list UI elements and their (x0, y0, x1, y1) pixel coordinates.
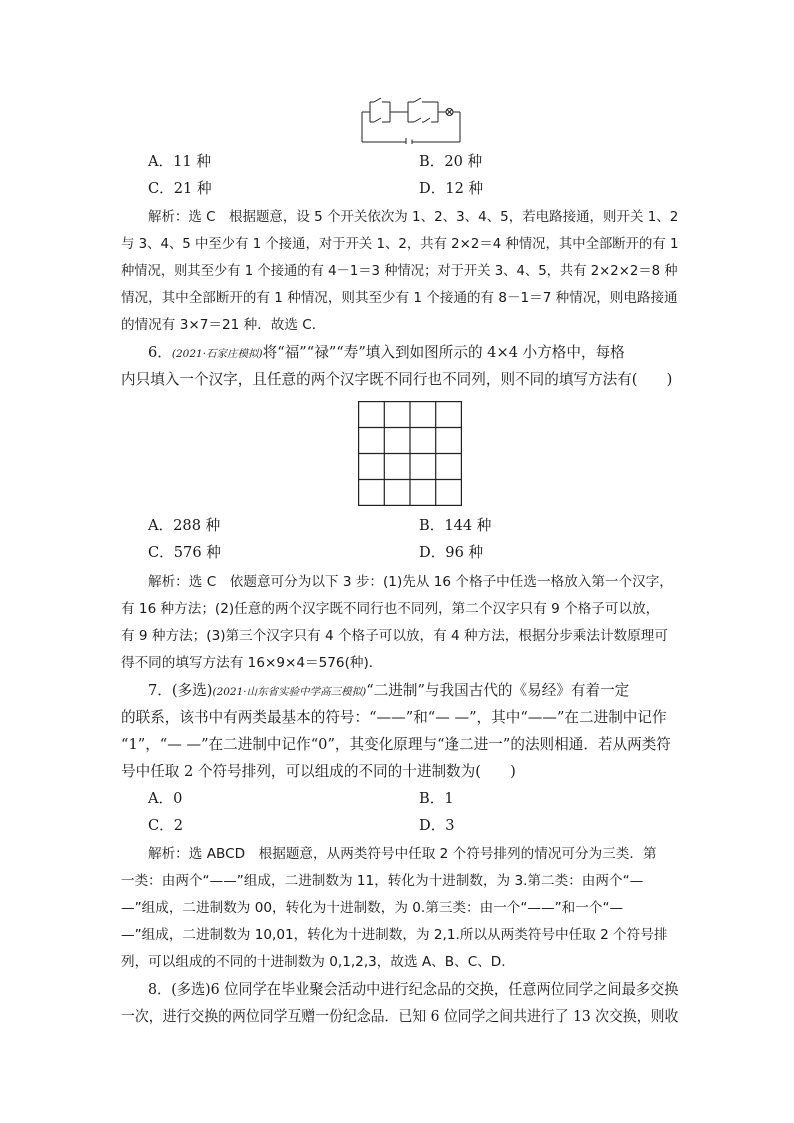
q6-solution-line: 有 9 种方法；(3)第三个汉字只有 4 个格子可以放，有 4 种方法，根据分步乘法计数原理可 (121, 628, 668, 644)
q5-solution-line: 解析：选 C 根据题意，设 5 个开关依次为 1、2、3、4、5，若电路接通，则开关 1、2 (148, 209, 679, 225)
q6-option-a: A．288 种 (148, 517, 221, 534)
q8-stem-line1: 8．(多选)6 位同学在毕业聚会活动中进行纪念品的交换，任意两位同学之间最多交换 (148, 981, 679, 998)
q6-solution-line: 解析：选 C 依题意可分为以下 3 步：(1)先从 16 个格子中任选一格放入第一个汉字， (148, 574, 673, 590)
q5-solution-line: 种情况，则其至少有 1 个接通的有 4－1＝3 种情况；对于开关 3、4、5，共有 2×2×2＝8 种 (121, 263, 678, 279)
q5-option-b: B．20 种 (419, 153, 483, 170)
q7-solution-line: 列，可以组成的不同的十进制数为 0,1,2,3，故选 A、B、C、D. (121, 954, 506, 970)
q7-solution-line: 解析：选 ABCD 根据题意，从两类符号中任取 2 个符号排列的情况可分为三类．第 (148, 846, 657, 862)
q6-solution-line: 有 16 种方法；(2)任意的两个汉字既不同行也不同列，第二个汉字只有 9 个格子可以放， (121, 601, 660, 617)
q5-solution-line: 情况，其中全部断开的有 1 种情况，则其至少有 1 个接通的有 8－1＝7 种情况，则电路接通 (121, 290, 678, 306)
q5-option-c: C．21 种 (148, 180, 212, 197)
q5-solution-line: 的情况有 3×7＝21 种．故选 C． (121, 317, 326, 333)
circuit-diagram (360, 98, 462, 144)
q6-stem-line2: 内只填入一个汉字，且任意的两个汉字既不同行也不同列，则不同的填写方法有( ) (121, 371, 673, 388)
q6-option-b: B．144 种 (419, 517, 492, 534)
q8-stem-line2: 一次，进行交换的两位同学互赠一份纪念品．已知 6 位同学之间共进行了 13 次交换，则收 (121, 1008, 679, 1025)
q7-stem-line4: 号中任取 2 个符号排列，可以组成的不同的十进制数为( ) (121, 763, 516, 780)
q7-solution-line: 一类：由两个“——”组成，二进制数为 11，转化为十进制数，为 3.第二类：由两个“— (121, 873, 644, 889)
q5-option-a: A．11 种 (148, 153, 211, 170)
q7-stem-line1 (148, 682, 629, 701)
q6-source: (2021·石家庄模拟) (171, 348, 263, 360)
q6-solution-line: 得不同的填写方法有 16×9×4＝576(种)． (121, 655, 383, 671)
q7-source: (2021·山东省实验中学高三模拟) (212, 686, 367, 698)
q7-stem-text: “二进制”与我国古代的《易经》有着一定 (366, 682, 630, 699)
four-by-four-grid (358, 401, 462, 506)
q6-option-d: D．96 种 (419, 544, 484, 561)
q5-option-d: D．12 种 (419, 180, 484, 197)
q7-option-c: C．2 (148, 817, 184, 834)
q7-stem-line2: 的联系，该书中有两类最基本的符号：“——”和“— —”，其中“——”在二进制中记作 (121, 709, 667, 726)
q6-number: 6． (148, 344, 172, 361)
q7-option-b: B．1 (419, 790, 454, 807)
q6-option-c: C．576 种 (148, 544, 221, 561)
q7-solution-line: —”组成，二进制数为 00，转化为十进制数，为 0.第三类：由一个“——”和一个“— (121, 900, 624, 916)
q5-solution-line: 与 3、4、5 中至少有 1 个接通，对于开关 1、2，共有 2×2＝4 种情况，其中全部断开的有 1 (121, 236, 679, 252)
q7-number: 7．(多选) (148, 682, 213, 699)
q7-stem-line3: “1”，“— —”在二进制中记作“0”，其变化原理与“逢二进一”的法则相通．若从两类符 (121, 736, 671, 753)
q7-solution-line: —”组成，二进制数为 10,01，转化为十进制数，为 2,1.所以从两类符号中任取 2 个符号排 (121, 927, 668, 943)
q7-option-d: D．3 (419, 817, 455, 834)
q6-stem-text: 将“福”“禄”“寿”填入到如图所示的 4×4 小方格中，每格 (262, 344, 625, 361)
q7-option-a: A．0 (148, 790, 183, 807)
q6-stem-line1 (148, 344, 625, 363)
